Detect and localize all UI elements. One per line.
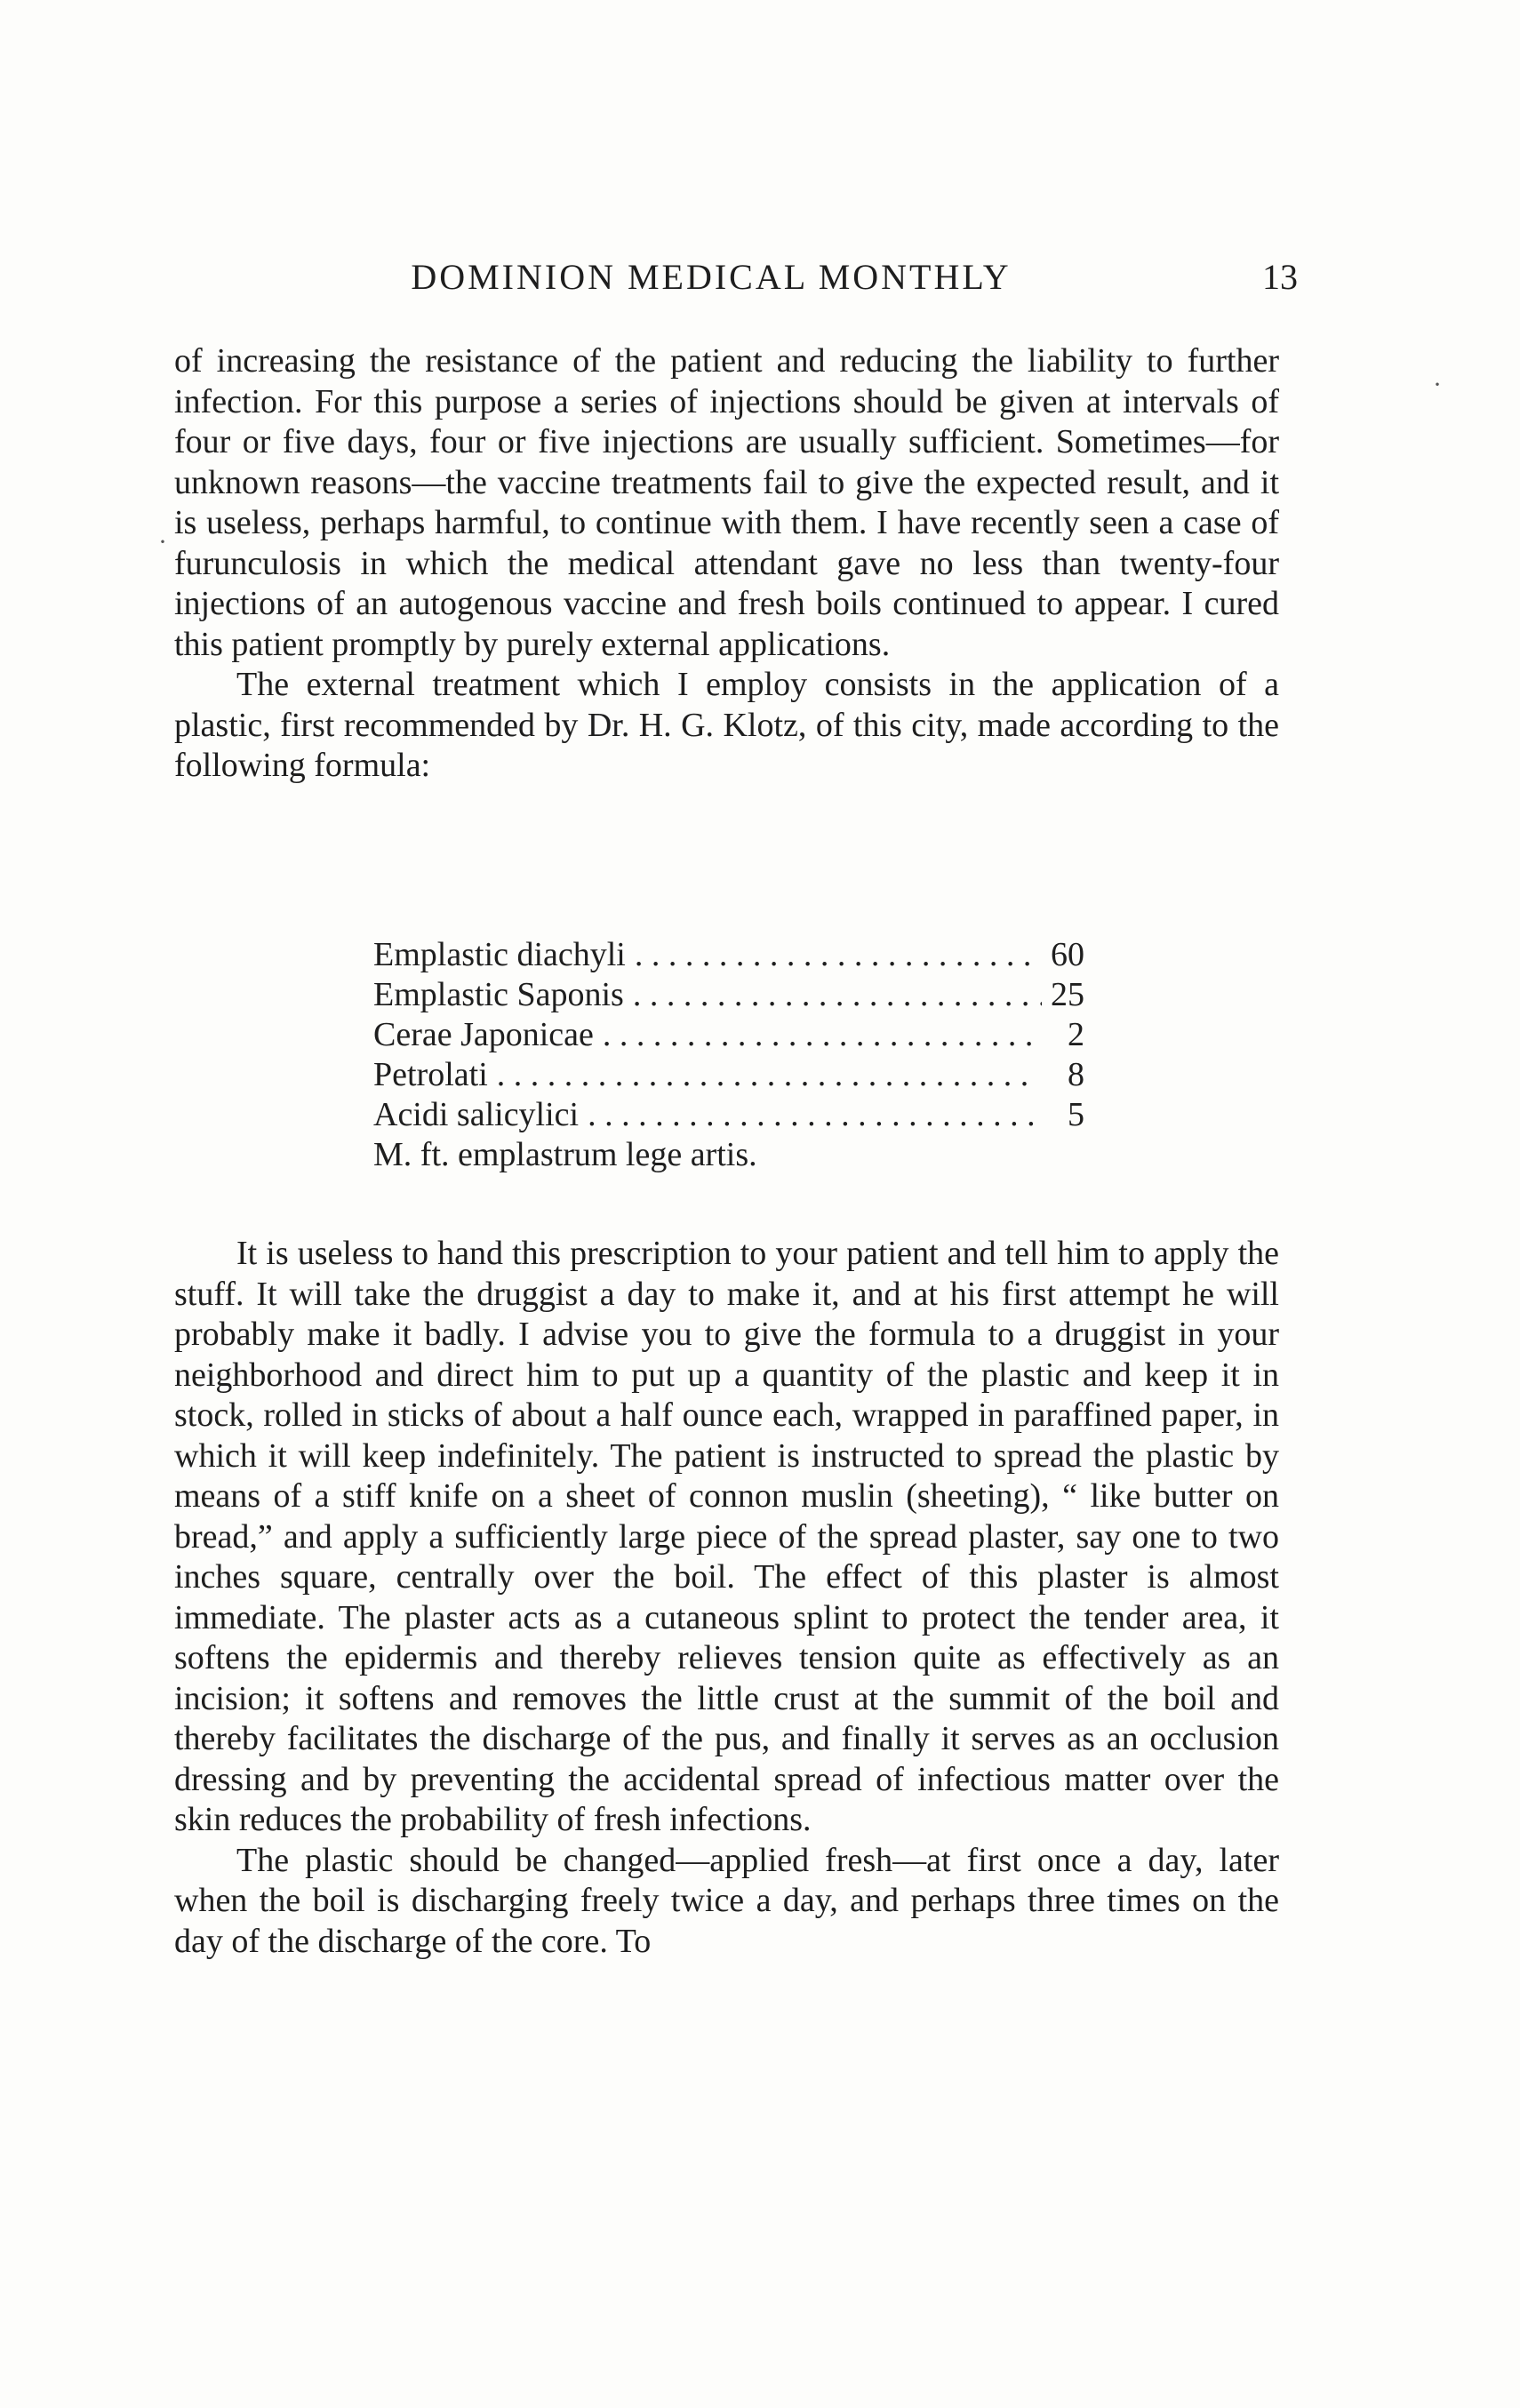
margin-mark: · [158, 527, 167, 556]
dot-leader [603, 1015, 1043, 1055]
dot-leader [635, 935, 1042, 975]
prescription-formula [373, 935, 1084, 1175]
dot-leader [497, 1055, 1036, 1095]
dot-leader [633, 975, 1042, 1015]
margin-mark: · [1433, 370, 1442, 399]
paragraph: The plastic should be changed—applied fresh—at first once a day, later when the boil is discharging freely twice a day, and perhaps three times on the day of the discharge of the core. To [174, 1841, 1279, 1960]
dot-leader [588, 1095, 1042, 1135]
formula-row [373, 1015, 1084, 1055]
body-text-bottom [174, 1234, 1279, 1962]
running-title: DOMINION MEDICAL MONTHLY [411, 257, 1012, 297]
ingredient-name: Emplastic Saponis [373, 976, 624, 1013]
page-number: 13 [1262, 257, 1298, 297]
paragraph: It is useless to hand this prescription to your patient and tell him to apply the stuff. It will take the druggist a day to make it, and at his first attempt he will probably make it badly. I advise you to give the formula to a druggist in your neighborhood and direct him to put up a quantity of the plastic and keep it in stock, rolled in sticks of about a half ounce each, wrapped in paraffined paper, in which it will keep indefinitely. The patient is instructed to spread the plastic by means of a stiff knife on a sheet of connon muslin (sheeting), “ like butter on bread,” and apply a sufficiently large piece of the spread plaster, say one to two inches square, centrally over the boil. The effect of this plaster is almost immediate. The plaster acts as a cutaneous splint to protect the tender area, it softens the epidermis and thereby relieves tension quite as effectively as an incision; it softens and removes the little crust at the summit of the boil and thereby facilitates the discharge of the pus, and finally it serves as an occlusion dressing and by preventing the accidental spread of infectious matter over the skin reduces the probability of fresh infections. [174, 1235, 1279, 1838]
ingredient-name: Petrolati [373, 1056, 488, 1093]
paragraph: of increasing the resistance of the patient and reducing the liability to further infection. For this purpose a series of injections should be given at intervals of four or five days, four or five injections are usually sufficient. Sometimes—for unknown reasons—the vaccine treatments fail to give the expected result, and it is useless, perhaps harmful, to continue with them. I have recently seen a case of furunculosis in which the medical attendant gave no less than twenty-four injections of an autogenous vaccine and fresh boils continued to appear. I cured this patient promptly by purely external applications. [174, 342, 1279, 663]
body-text-top [174, 341, 1279, 787]
ingredient-quantity: 5 [1068, 1096, 1084, 1133]
formula-directive: M. ft. emplastrum lege artis. [373, 1136, 757, 1173]
paragraph: The external treatment which I employ consists in the application of a plastic, first recommended by Dr. H. G. Klotz, of this city, made according to the following formula: [174, 666, 1279, 784]
ingredient-name: Emplastic diachyli [373, 936, 626, 973]
ingredient-name: Cerae Japonicae [373, 1016, 594, 1053]
formula-row [373, 1055, 1084, 1095]
ingredient-quantity: 25 [1051, 976, 1084, 1013]
ingredient-quantity: 60 [1051, 936, 1084, 973]
formula-row [373, 1095, 1084, 1135]
ingredient-quantity: 2 [1068, 1016, 1084, 1053]
ingredient-quantity: 8 [1068, 1056, 1084, 1093]
formula-row [373, 975, 1084, 1015]
ingredient-name: Acidi salicylici [373, 1096, 580, 1133]
formula-row [373, 935, 1084, 975]
